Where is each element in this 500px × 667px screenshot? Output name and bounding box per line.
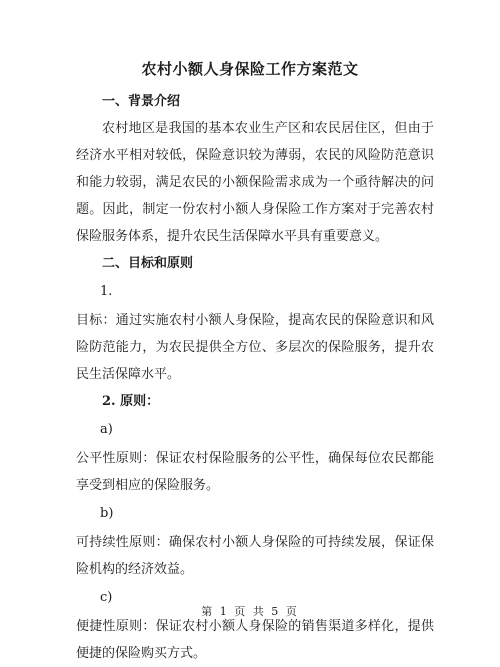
document-title: 农村小额人身保险工作方案范文 bbox=[141, 60, 359, 78]
principle-sustainability: 可持续性原则：确保农村小额人身保险的可持续发展，保证保险机构的经济效益。 bbox=[76, 535, 434, 577]
principle-convenience: 便捷性原则：保证农村小额人身保险的销售渠道多样化，提供便捷的保险购买方式。 bbox=[76, 619, 434, 661]
item-a-marker: a) bbox=[100, 422, 113, 437]
section-heading-background: 一、背景介绍 bbox=[102, 94, 181, 109]
goal-paragraph: 目标：通过实施农村小额人身保险，提高农民的保险意识和风险防范能力，为农民提供全方位、多层次的保险服务，提升农民生活保障水平。 bbox=[76, 313, 434, 382]
principles-heading: 2. 原则： bbox=[102, 394, 160, 409]
item-c-marker: c) bbox=[100, 590, 113, 605]
principle-fairness: 公平性原则：保证农村保险服务的公平性，确保每位农民都能享受到相应的保险服务。 bbox=[76, 451, 434, 493]
background-paragraph: 农村地区是我国的基本农业生产区和农民居住区，但由于经济水平相对较低，保险意识较为薄弱，农民的风险防范意识和能力较弱，满足农民的小额保险需求成为一个亟待解决的问题。因此，制定一份农村小额人身保险工作方案对于完善农村保险服务体系，提升农民生活保障水平具有重要意义。 bbox=[76, 121, 434, 244]
item-1-marker: 1. bbox=[100, 284, 113, 299]
section-heading-goals: 二、目标和原则 bbox=[102, 256, 194, 271]
page-footer: 第 1 页 共 5 页 bbox=[201, 605, 299, 618]
item-b-marker: b) bbox=[100, 506, 114, 521]
document-body bbox=[76, 88, 434, 667]
